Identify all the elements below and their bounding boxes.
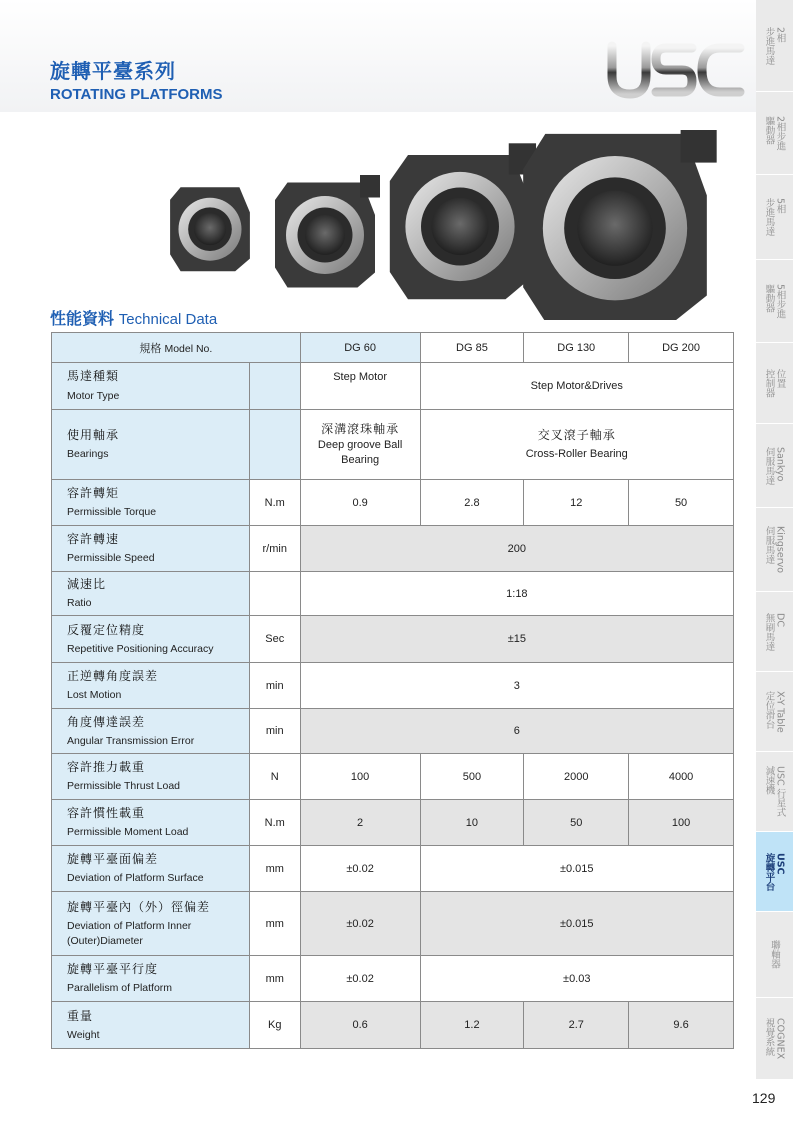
model-dg130: DG 130 [524, 333, 629, 363]
page-title-en: ROTATING PLATFORMS [50, 86, 223, 103]
value-cell: 200 [300, 526, 733, 572]
value-cell [420, 410, 733, 480]
unit-cell [249, 363, 300, 410]
table-row [52, 480, 734, 526]
value-cell: 2.8 [420, 480, 524, 526]
value-cell: ±0.02 [300, 956, 420, 1002]
param-en: Parallelism of Platform [67, 982, 173, 995]
value-cell: ±0.015 [420, 846, 733, 892]
unit-cell: Sec [249, 616, 300, 663]
table-row [52, 616, 734, 663]
sidebar-tab-label: Kingservo 伺服馬達 [763, 525, 786, 574]
param-en: Permissible Speed [67, 552, 155, 565]
value-cell: 9.6 [629, 1002, 734, 1049]
param-cell [52, 363, 250, 410]
value-cell: 2 [300, 800, 420, 846]
param-cn: 減速比 [67, 577, 107, 591]
value-cell: 2.7 [524, 1002, 629, 1049]
param-cell [52, 754, 250, 800]
param-en: Ratio [67, 597, 92, 610]
sidebar-tab-label: USC 行星式 減速機 [763, 765, 786, 818]
param-cn: 容許推力載重 [67, 760, 146, 775]
bearing-type-cn: 交叉滾子軸承 [537, 427, 616, 442]
sidebar-tab-label: 聯軸器 [769, 940, 780, 969]
value-cell: 1:18 [300, 572, 733, 616]
sidebar-tab-kingservo[interactable] [756, 508, 793, 592]
table-row [52, 892, 734, 956]
sidebar-tab-label: Sankyo 伺服馬達 [763, 446, 786, 485]
param-cell [52, 846, 250, 892]
value-cell: 12 [524, 480, 629, 526]
param-cn: 旋轉平臺平行度 [67, 962, 159, 977]
usc-logo [604, 38, 746, 102]
unit-cell: r/min [249, 526, 300, 572]
sidebar-tab-label: 2相步進 驅動器 [763, 115, 786, 151]
value-cell [300, 410, 420, 480]
value-cell: 2000 [524, 754, 629, 800]
value-cell: 500 [420, 754, 524, 800]
value-cell: 0.6 [300, 1002, 420, 1049]
unit-cell: min [249, 663, 300, 709]
param-cn: 馬達種類 [67, 369, 120, 384]
param-en-2: (Outer)Diameter [67, 934, 143, 947]
param-cell [52, 663, 250, 709]
param-cell [52, 616, 250, 663]
model-header-cell [52, 333, 301, 363]
sidebar-tab-xy-table[interactable] [756, 672, 793, 752]
page-number: 129 [752, 1090, 776, 1106]
param-cell [52, 480, 250, 526]
table-header-row [52, 333, 734, 363]
param-cn: 重量 [67, 1008, 94, 1023]
value-cell: 6 [300, 709, 733, 754]
table-row [52, 663, 734, 709]
sidebar-tab-label: COGNEX 視覺系統 [763, 1017, 786, 1060]
sidebar-tab-label: X-Y Table 定位滑台 [763, 690, 786, 733]
technical-data-table [51, 332, 734, 1049]
table-row [52, 410, 734, 480]
unit-cell: mm [249, 846, 300, 892]
param-en: Motor Type [67, 389, 120, 402]
sidebar-tab-label: DC 無刷馬達 [763, 612, 786, 651]
value-cell: Step Motor&Drives [420, 363, 733, 410]
param-cell [52, 892, 250, 956]
unit-cell: mm [249, 892, 300, 956]
table-row [52, 526, 734, 572]
value-cell: Step Motor [300, 363, 420, 410]
product-photo [170, 130, 730, 320]
param-cn: 角度傳達誤差 [67, 714, 146, 729]
sidebar-tab-label: USC 旋轉平台 [763, 852, 786, 891]
param-en: Deviation of Platform Inner [67, 920, 192, 933]
sidebar-tab-coupling[interactable] [756, 912, 793, 998]
param-cn: 旋轉平臺面偏差 [67, 852, 159, 867]
value-cell: 3 [300, 663, 733, 709]
param-cn: 使用軸承 [67, 427, 120, 442]
param-cn: 反覆定位精度 [67, 622, 146, 637]
sidebar-tab-rotating-platform[interactable] [756, 832, 793, 912]
param-cn: 容許慣性載重 [67, 806, 146, 821]
value-cell: 4000 [629, 754, 734, 800]
table-row [52, 363, 734, 410]
sidebar-tab-cognex-vision[interactable] [756, 998, 793, 1080]
unit-cell: N [249, 754, 300, 800]
param-cn: 容許轉速 [67, 531, 120, 546]
param-en: Permissible Moment Load [67, 826, 189, 839]
value-cell: 100 [629, 800, 734, 846]
table-row [52, 800, 734, 846]
sidebar-tab-position-controller[interactable] [756, 343, 793, 424]
param-en: Weight [67, 1028, 100, 1041]
bearing-type-en-1: Deep groove Ball [317, 438, 403, 451]
table-row [52, 709, 734, 754]
value-cell: 50 [629, 480, 734, 526]
sidebar-tab-2phase-stepper[interactable] [756, 0, 793, 92]
model-header-en: Model No. [164, 342, 213, 355]
sidebar-tab-planetary-reducer[interactable] [756, 752, 793, 832]
section-title [50, 306, 217, 329]
page-title-cn: 旋轉平臺系列 [50, 59, 176, 83]
sidebar-tab-dc-brushless[interactable] [756, 592, 793, 672]
param-cell [52, 709, 250, 754]
param-cn: 正逆轉角度誤差 [67, 669, 159, 684]
value-cell: ±0.02 [300, 892, 420, 956]
table-row [52, 572, 734, 616]
table-row [52, 754, 734, 800]
param-en: Repetitive Positioning Accuracy [67, 642, 214, 655]
unit-cell: min [249, 709, 300, 754]
unit-cell: N.m [249, 480, 300, 526]
value-cell: ±15 [300, 616, 733, 663]
param-en: Deviation of Platform Surface [67, 872, 204, 885]
param-en: Angular Transmission Error [67, 734, 195, 747]
sidebar-tab-label: 5相步進 驅動器 [763, 283, 786, 319]
value-cell: ±0.015 [420, 892, 733, 956]
value-cell: 10 [420, 800, 524, 846]
param-en: Lost Motion [67, 689, 122, 702]
sidebar-tab-label: 2相 步進馬達 [763, 26, 786, 65]
param-en: Permissible Thrust Load [67, 780, 181, 793]
table-row [52, 956, 734, 1002]
sidebar-tab-label: 5相 步進馬達 [763, 198, 786, 236]
value-cell: ±0.03 [420, 956, 733, 1002]
model-dg60: DG 60 [300, 333, 420, 363]
table-row [52, 1002, 734, 1049]
bearing-type-cn: 深溝滾珠軸承 [321, 421, 400, 436]
sidebar-tab-5phase-driver[interactable] [756, 260, 793, 343]
param-cell [52, 572, 250, 616]
param-cell [52, 410, 250, 480]
unit-cell: N.m [249, 800, 300, 846]
value-cell: 1.2 [420, 1002, 524, 1049]
param-cell [52, 1002, 250, 1049]
unit-cell [249, 572, 300, 616]
param-cell [52, 526, 250, 572]
model-dg85: DG 85 [420, 333, 524, 363]
table-row [52, 846, 734, 892]
sidebar-tab-sankyo-servo[interactable] [756, 424, 793, 508]
value-cell: 0.9 [300, 480, 420, 526]
section-title-cn: 性能資料 [50, 309, 115, 328]
param-en: Bearings [67, 448, 109, 461]
value-cell: ±0.02 [300, 846, 420, 892]
sidebar-tab-2phase-driver[interactable] [756, 92, 793, 175]
unit-cell: Kg [249, 1002, 300, 1049]
sidebar-tab-5phase-stepper[interactable] [756, 175, 793, 260]
param-en: Permissible Torque [67, 506, 157, 519]
unit-cell [249, 410, 300, 480]
sidebar-category-tabs [756, 0, 793, 1080]
model-dg200: DG 200 [629, 333, 734, 363]
value-cell: 100 [300, 754, 420, 800]
value-cell: 50 [524, 800, 629, 846]
section-title-en: Technical Data [118, 311, 218, 328]
unit-cell: mm [249, 956, 300, 1002]
param-cell [52, 956, 250, 1002]
param-cn: 旋轉平臺內（外）徑偏差 [67, 899, 211, 914]
param-cell [52, 800, 250, 846]
model-header-cn: 規格 [139, 342, 162, 355]
bearing-type-en: Cross-Roller Bearing [525, 448, 628, 461]
sidebar-tab-label: 位置 控制器 [763, 368, 786, 398]
param-cn: 容許轉矩 [67, 485, 120, 500]
bearing-type-en-2: Bearing [341, 453, 380, 466]
